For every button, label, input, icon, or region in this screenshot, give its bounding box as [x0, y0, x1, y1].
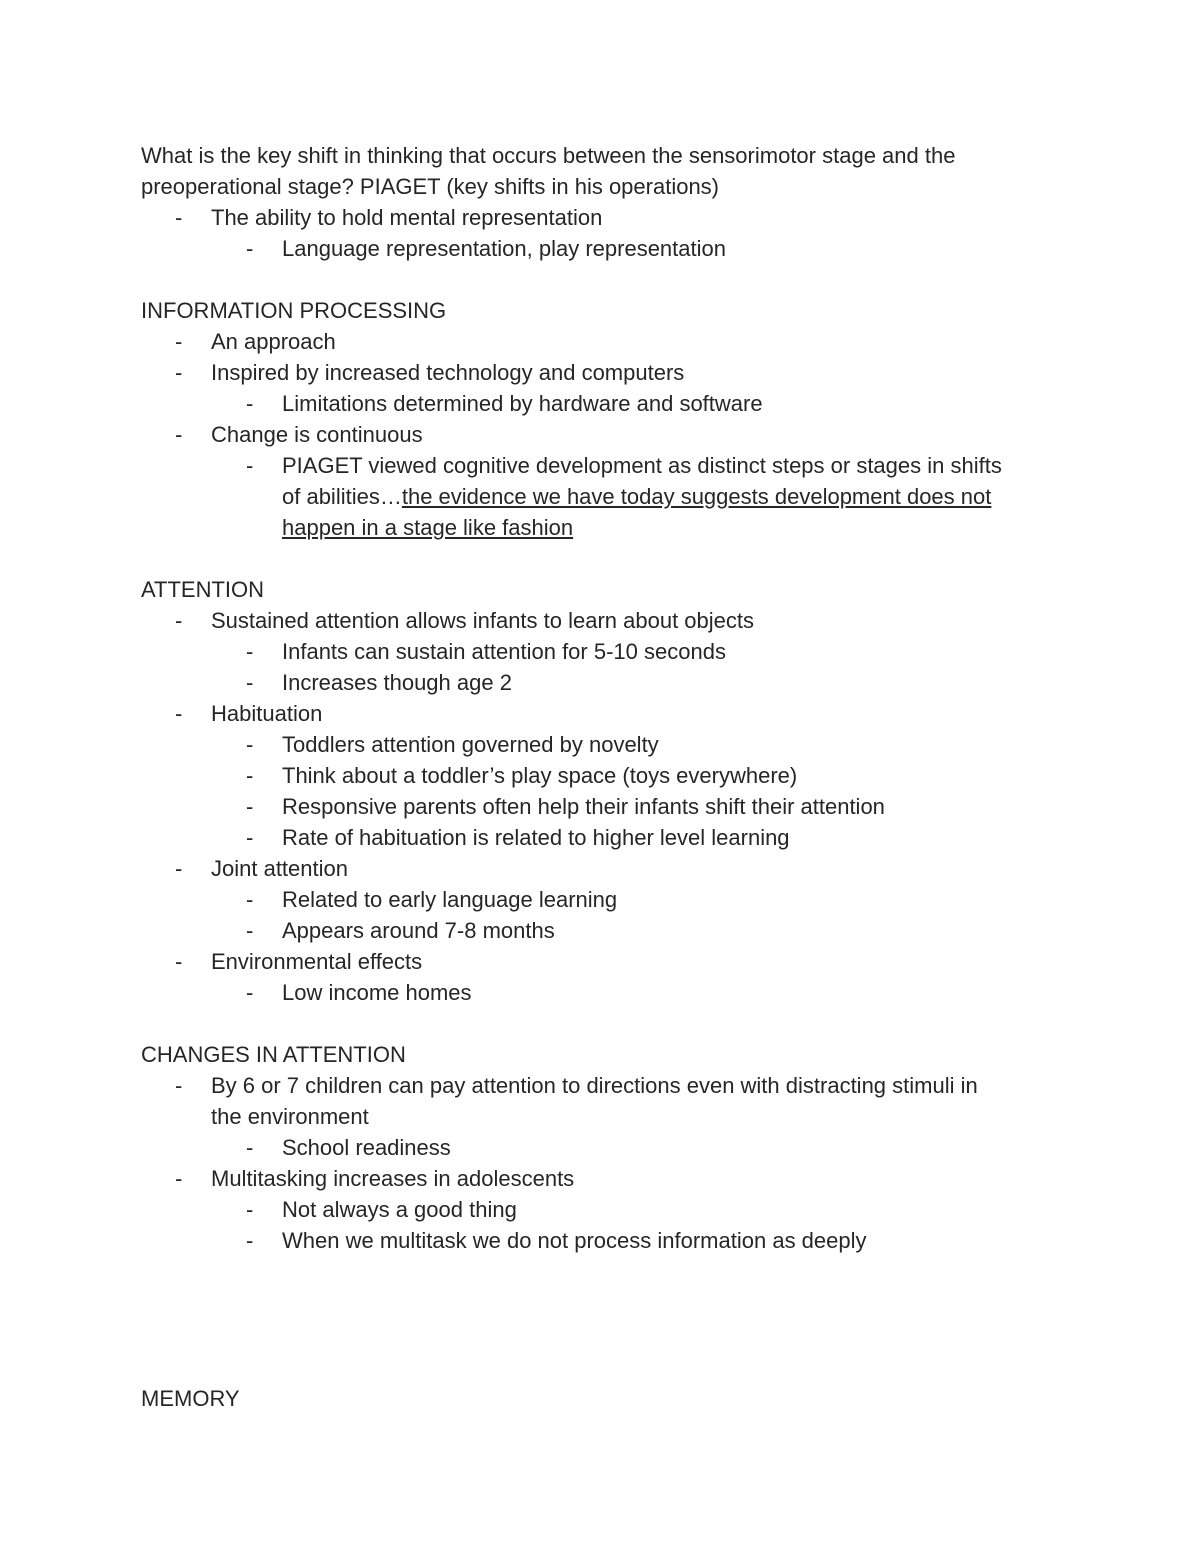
list-item	[141, 326, 1061, 357]
list-item	[141, 1225, 1061, 1256]
list-item	[141, 1194, 1061, 1225]
list-item	[141, 605, 1061, 636]
list-item-text: Think about a toddler’s play space (toys everywhere)	[282, 763, 798, 788]
question-line-1: What is the key shift in thinking that occurs between the sensorimotor stage and the	[141, 143, 956, 168]
list-item	[141, 760, 1061, 791]
list-item	[141, 388, 1061, 419]
list-item-text: Environmental effects	[211, 949, 423, 974]
list-item-text-line	[282, 481, 1061, 512]
bullet-dash: -	[246, 453, 254, 478]
list-item-text: Not always a good thing	[282, 1197, 517, 1222]
list-item-text: When we multitask we do not process information as deeply	[282, 1228, 867, 1253]
bullet-dash: -	[175, 608, 183, 633]
list-item	[141, 884, 1061, 915]
list-item	[141, 1070, 1061, 1132]
list-item	[141, 1163, 1061, 1194]
list-item	[141, 357, 1061, 388]
underlined-text: happen in a stage like fashion	[282, 515, 574, 540]
blank-line	[141, 543, 1061, 574]
section-heading-attention: ATTENTION	[141, 577, 265, 602]
bullet-dash: -	[175, 701, 183, 726]
section-heading-changes-in-attention: CHANGES IN ATTENTION	[141, 1042, 406, 1067]
list-item-text: Toddlers attention governed by novelty	[282, 732, 659, 757]
bullet-dash: -	[175, 1073, 183, 1098]
bullet-dash: -	[175, 329, 183, 354]
list-item	[141, 822, 1061, 853]
list-item-text: Joint attention	[211, 856, 348, 881]
list-item-text: Change is continuous	[211, 422, 423, 447]
list-item-text: Responsive parents often help their infants shift their attention	[282, 794, 885, 819]
list-item	[141, 946, 1061, 977]
list-item-text: Appears around 7-8 months	[282, 918, 555, 943]
bullet-dash: -	[246, 1135, 254, 1160]
list-item-text: School readiness	[282, 1135, 451, 1160]
bullet-dash: -	[246, 732, 254, 757]
list-item	[141, 667, 1061, 698]
list-item-text: Rate of habituation is related to higher level learning	[282, 825, 790, 850]
list-item	[141, 791, 1061, 822]
bullet-dash: -	[246, 1197, 254, 1222]
list-item-text: The ability to hold mental representation	[211, 205, 603, 230]
list-item-text: An approach	[211, 329, 336, 354]
list-item-text: Increases though age 2	[282, 670, 512, 695]
section-heading-information-processing: INFORMATION PROCESSING	[141, 298, 447, 323]
list-item	[141, 729, 1061, 760]
bullet-dash: -	[246, 794, 254, 819]
list-item-text: Language representation, play representation	[282, 236, 726, 261]
list-item-text: Inspired by increased technology and computers	[211, 360, 685, 385]
bullet-dash: -	[246, 670, 254, 695]
list-item-text: Limitations determined by hardware and software	[282, 391, 763, 416]
bullet-dash: -	[246, 1228, 254, 1253]
list-item-text-line	[282, 512, 1061, 543]
list-item	[141, 1132, 1061, 1163]
bullet-dash: -	[246, 918, 254, 943]
list-item	[141, 202, 1061, 233]
blank-line	[141, 1008, 1061, 1039]
bullet-dash: -	[246, 825, 254, 850]
list-item	[141, 915, 1061, 946]
list-item	[141, 698, 1061, 729]
plain-text: of abilities…	[282, 484, 402, 509]
blank-line	[141, 264, 1061, 295]
list-item-text: Low income homes	[282, 980, 472, 1005]
bullet-dash: -	[175, 360, 183, 385]
bullet-dash: -	[246, 763, 254, 788]
list-item	[141, 977, 1061, 1008]
list-item-text: Sustained attention allows infants to learn about objects	[211, 608, 755, 633]
bullet-dash: -	[246, 980, 254, 1005]
list-item-text: Related to early language learning	[282, 887, 618, 912]
list-item-text-line: By 6 or 7 children can pay attention to directions even with distracting stimuli in	[211, 1073, 978, 1098]
list-item-text: Infants can sustain attention for 5-10 seconds	[282, 639, 726, 664]
list-item	[141, 853, 1061, 884]
list-item	[141, 450, 1061, 543]
list-item	[141, 233, 1061, 264]
document-body	[141, 140, 1061, 1256]
list-item-text-line: PIAGET viewed cognitive development as distinct steps or stages in shifts	[282, 453, 1002, 478]
list-item-text: Habituation	[211, 701, 323, 726]
bullet-dash: -	[175, 949, 183, 974]
list-item-text-line: the environment	[211, 1104, 369, 1129]
bullet-dash: -	[175, 856, 183, 881]
bullet-dash: -	[246, 887, 254, 912]
underlined-text: the evidence we have today suggests development does not	[401, 484, 992, 509]
list-item-text: Multitasking increases in adolescents	[211, 1166, 575, 1191]
question-line-2: preoperational stage? PIAGET (key shifts in his operations)	[141, 174, 720, 199]
bullet-dash: -	[175, 205, 183, 230]
bullet-dash: -	[175, 422, 183, 447]
section-heading-memory: MEMORY	[141, 1386, 240, 1411]
list-item	[141, 636, 1061, 667]
list-item	[141, 419, 1061, 450]
bullet-dash: -	[175, 1166, 183, 1191]
bullet-dash: -	[246, 639, 254, 664]
bullet-dash: -	[246, 236, 254, 261]
bullet-dash: -	[246, 391, 254, 416]
